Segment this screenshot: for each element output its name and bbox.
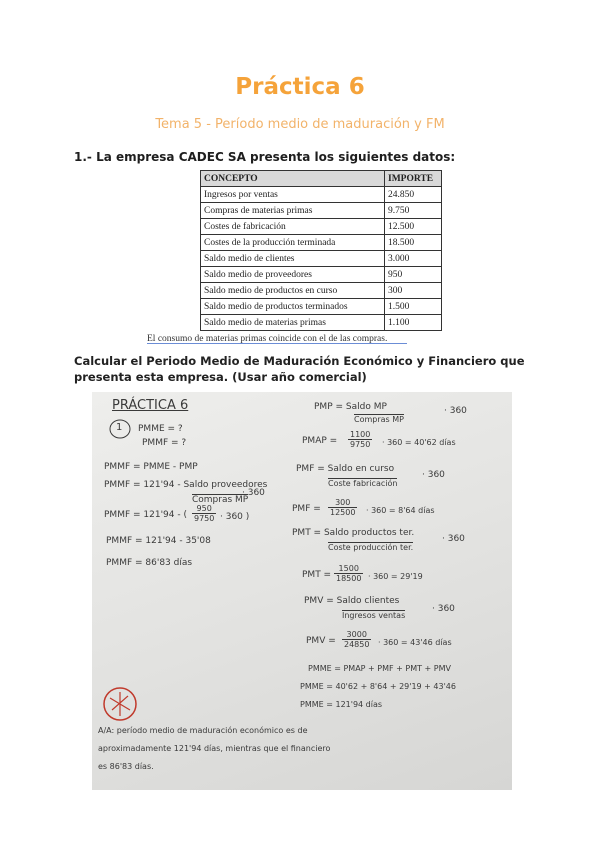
hw-line: · 360 = 29'19 — [368, 572, 423, 581]
hw-line: Ingresos ventas — [342, 611, 406, 620]
hw-line: Compras MP — [354, 415, 404, 424]
fraction-numerator: 300 — [328, 498, 357, 508]
table-cell: 1.100 — [385, 315, 442, 331]
fraction-numerator: 3000 — [342, 630, 371, 640]
table-cell: Saldo medio de materias primas — [201, 315, 385, 331]
fraction-denominator: 9750 — [350, 440, 371, 449]
table-row — [201, 283, 442, 299]
instruction-line: Calcular el Periodo Medio de Maduración Económico y Financiero que — [74, 354, 525, 368]
hw-conclusion-line: aproximadamente 121'94 días, mientras que el financiero — [98, 744, 331, 753]
column-header-importe: IMPORTE — [385, 171, 442, 187]
hw-line: PMP = Saldo MP — [314, 402, 387, 412]
hw-line: PMF = — [292, 504, 321, 514]
table-row — [201, 219, 442, 235]
table-cell: Saldo medio de proveedores — [201, 267, 385, 283]
handwritten-solution-photo — [92, 392, 512, 790]
table-cell: 300 — [385, 283, 442, 299]
stamp-icon — [100, 684, 140, 724]
hw-number: 1 — [116, 422, 123, 433]
note-underline — [147, 343, 407, 344]
fraction-numerator: 950 — [192, 504, 216, 514]
table-cell: Costes de la producción terminada — [201, 235, 385, 251]
fraction-numerator: 1500 — [334, 564, 363, 574]
table-note: El consumo de materias primas coincide con el de las compras. — [147, 334, 388, 344]
hw-fraction — [348, 430, 372, 449]
table-row — [201, 187, 442, 203]
hw-fraction — [192, 504, 216, 523]
hw-line: · 360 — [432, 604, 455, 614]
data-table — [200, 170, 442, 331]
table-cell: Saldo medio de productos en curso — [201, 283, 385, 299]
column-header-concepto: CONCEPTO — [201, 171, 385, 187]
hw-line: · 360 — [444, 406, 467, 416]
hw-line: · 360 — [242, 488, 265, 498]
hw-line: PMV = Saldo clientes — [304, 596, 400, 606]
table-header-row — [201, 171, 442, 187]
hw-fraction — [328, 498, 357, 517]
hw-conclusion-line: es 86'83 días. — [98, 762, 154, 771]
instruction-line: presenta esta empresa. (Usar año comercial) — [74, 370, 367, 384]
hw-line: PMME = 40'62 + 8'64 + 29'19 + 43'46 — [300, 682, 456, 691]
hw-line: · 360 — [442, 534, 465, 544]
hw-line: PMAP = — [302, 436, 338, 446]
page-subtitle: Tema 5 - Período medio de maduración y FM — [155, 117, 445, 132]
hw-conclusion-line: A/A: período medio de maduración económico es de — [98, 726, 308, 735]
table-cell: Costes de fabricación — [201, 219, 385, 235]
hw-line: Coste producción ter. — [328, 543, 414, 552]
fraction-denominator: 12500 — [330, 508, 356, 517]
table-row — [201, 315, 442, 331]
table-cell: Saldo medio de productos terminados — [201, 299, 385, 315]
hw-line: PMME = ? — [138, 424, 183, 434]
table-cell: 12.500 — [385, 219, 442, 235]
hw-line: PMT = Saldo productos ter. — [292, 528, 415, 538]
hw-line: Coste fabricación — [328, 479, 398, 488]
table-cell: 3.000 — [385, 251, 442, 267]
table-cell: Ingresos por ventas — [201, 187, 385, 203]
table-cell: 18.500 — [385, 235, 442, 251]
table-cell: 24.850 — [385, 187, 442, 203]
fraction-denominator: 24850 — [344, 640, 370, 649]
hw-line: · 360 = 40'62 días — [382, 438, 456, 447]
hw-line: PMME = 121'94 días — [300, 700, 383, 709]
hw-line: · 360 ) — [220, 512, 250, 522]
table-row — [201, 299, 442, 315]
hw-line: · 360 = 43'46 días — [378, 638, 452, 647]
hw-line: PMF = Saldo en curso — [296, 464, 395, 474]
hw-line: PMV = — [306, 636, 336, 646]
hw-line: PMMF = 86'83 días — [106, 558, 193, 568]
hw-heading: PRÁCTICA 6 — [112, 398, 189, 413]
table-row — [201, 267, 442, 283]
table-row — [201, 251, 442, 267]
hw-line: PMMF = 121'94 - 35'08 — [106, 536, 211, 546]
table-row — [201, 203, 442, 219]
table-cell: 950 — [385, 267, 442, 283]
hw-line: PMMF = ? — [142, 438, 187, 448]
hw-line: PMME = PMAP + PMF + PMT + PMV — [308, 664, 452, 673]
fraction-numerator: 1100 — [350, 430, 371, 439]
fraction-denominator: 9750 — [194, 514, 215, 523]
table-cell: 1.500 — [385, 299, 442, 315]
fraction-denominator: 18500 — [336, 574, 362, 583]
hw-line: PMT = — [302, 570, 332, 580]
question-text: 1.- La empresa CADEC SA presenta los siguientes datos: — [74, 150, 456, 164]
table-cell: 9.750 — [385, 203, 442, 219]
instruction-text — [74, 353, 526, 385]
hw-line: PMMF = 121'94 - Saldo proveedores — [104, 480, 268, 490]
table-cell: Compras de materias primas — [201, 203, 385, 219]
hw-line: · 360 — [422, 470, 445, 480]
hw-line: · 360 = 8'64 días — [366, 506, 435, 515]
page-title: Práctica 6 — [235, 74, 365, 100]
hw-fraction — [342, 630, 371, 649]
hw-line: Compras MP — [192, 495, 249, 505]
table-cell: Saldo medio de clientes — [201, 251, 385, 267]
hw-fraction — [334, 564, 363, 583]
table-row — [201, 235, 442, 251]
hw-line: PMMF = PMME - PMP — [104, 462, 198, 472]
hw-line: PMMF = 121'94 - ( — [104, 510, 187, 520]
